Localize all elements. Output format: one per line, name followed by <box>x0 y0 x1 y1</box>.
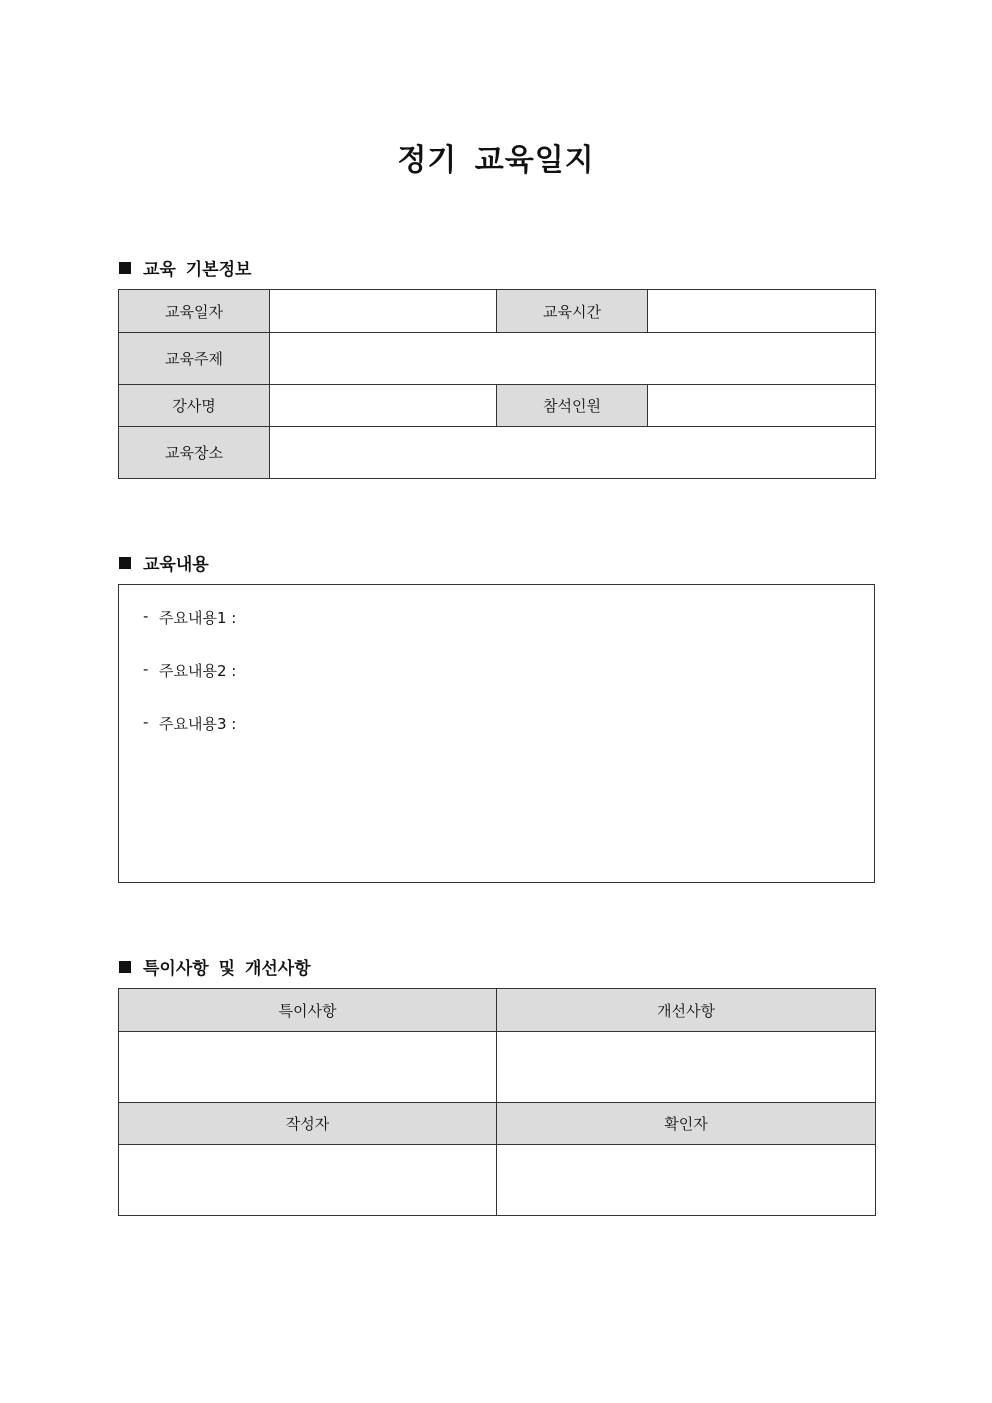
attendees-field[interactable] <box>648 385 876 427</box>
section-heading-label: 특이사항 및 개선사항 <box>143 959 311 979</box>
place-label: 교육장소 <box>119 427 270 479</box>
writer-label: 작성자 <box>119 1103 497 1145</box>
confirmer-label: 확인자 <box>497 1103 876 1145</box>
table-row <box>119 1103 876 1145</box>
content-item-label: 주요내용3 : <box>159 715 237 733</box>
dash-marker: - <box>143 713 149 731</box>
confirmer-field[interactable] <box>497 1145 876 1216</box>
dash-marker: - <box>143 607 149 625</box>
content-box[interactable] <box>118 584 875 883</box>
writer-field[interactable] <box>119 1145 497 1216</box>
document-title: 정기 교육일지 <box>397 143 595 178</box>
table-row <box>119 290 876 333</box>
attendees-label: 참석인원 <box>497 385 648 427</box>
improvements-label: 개선사항 <box>497 989 876 1032</box>
table-row <box>119 385 876 427</box>
special-notes-label: 특이사항 <box>119 989 497 1032</box>
date-label: 교육일자 <box>119 290 270 333</box>
section-heading-label: 교육 기본정보 <box>143 260 252 280</box>
square-bullet-icon <box>119 961 131 973</box>
instructor-field[interactable] <box>270 385 497 427</box>
date-field[interactable] <box>270 290 497 333</box>
improvements-field[interactable] <box>497 1032 876 1103</box>
section-heading-notes <box>119 954 311 979</box>
table-row <box>119 1145 876 1216</box>
square-bullet-icon <box>119 557 131 569</box>
section-heading-content <box>119 550 209 575</box>
content-item-label: 주요내용1 : <box>159 609 237 627</box>
instructor-label: 강사명 <box>119 385 270 427</box>
section-heading-basic-info <box>119 255 251 280</box>
time-label: 교육시간 <box>497 290 648 333</box>
list-item <box>143 713 236 734</box>
list-item <box>143 607 236 628</box>
basic-info-table <box>118 289 876 479</box>
section-heading-label: 교육내용 <box>143 555 209 575</box>
list-item <box>143 660 236 681</box>
table-row <box>119 1032 876 1103</box>
topic-label: 교육주제 <box>119 333 270 385</box>
square-bullet-icon <box>119 262 131 274</box>
dash-marker: - <box>143 660 149 678</box>
content-item-label: 주요내용2 : <box>159 662 237 680</box>
time-field[interactable] <box>648 290 876 333</box>
table-row <box>119 333 876 385</box>
notes-table <box>118 988 876 1216</box>
special-notes-field[interactable] <box>119 1032 497 1103</box>
place-field[interactable] <box>270 427 876 479</box>
table-row <box>119 989 876 1032</box>
table-row <box>119 427 876 479</box>
topic-field[interactable] <box>270 333 876 385</box>
